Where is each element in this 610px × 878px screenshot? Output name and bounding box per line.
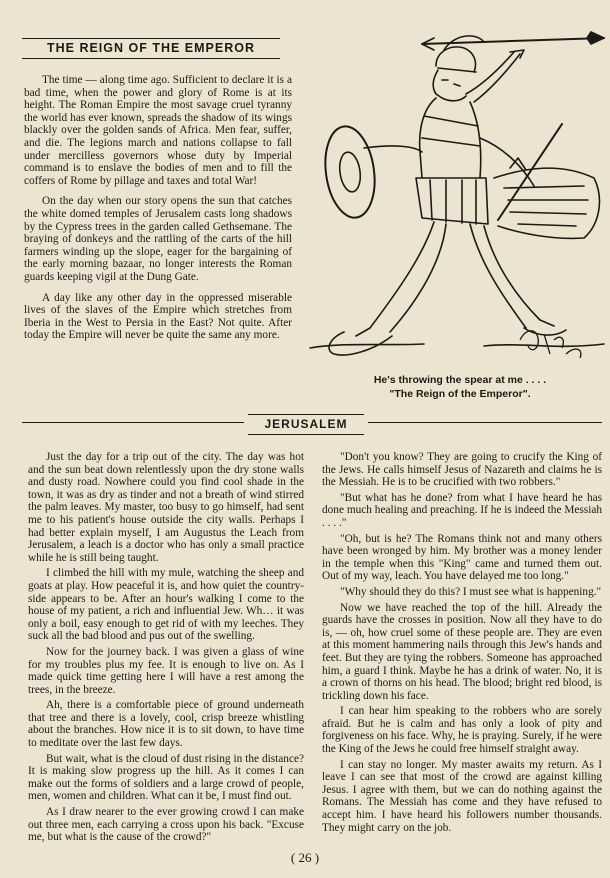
intro-paragraph: A day like any other day in the oppressed miserable lives of the slaves of the Empire which stretches from Iberia in the West to Persia in the East? Not quite. After today the Empire will never be quite the same any more. bbox=[24, 291, 292, 342]
article-title: THE REIGN OF THE EMPEROR bbox=[22, 38, 280, 59]
story-paragraph: Ah, there is a comfortable piece of ground underneath that tree and there is a lovely, cool, crisp breeze whistling about the branches. How nice it is to sit down, to have time to meditate over the last few days. bbox=[28, 699, 304, 750]
intro-paragraph: On the day when our story opens the sun that catches the white domed temples of Jerusalem casts long shadows by the Cypress trees in the garden called Gethsemane. The braying of donkeys and the rattling of the carts of the hill farmers winding up the slope, eager for the bargaining of the early morning bazaar, no longer interests the Roman guards keeping vigil at the Dung Gate. bbox=[24, 195, 292, 283]
story-paragraph: I can stay no longer. My master awaits my return. As I leave I can see that most of the crowd are against killing Jesus. I agree with them, but we can do nothing against the Romans. The Messiah has come and they have refused to accept him. I have heard his followers number thousands. They might carry on the job. bbox=[322, 758, 602, 834]
story-paragraph: "But what has he done? from what I have heard he has done much healing and preaching. If he is indeed the Messiah . . . ." bbox=[322, 491, 602, 529]
intro-text bbox=[24, 74, 292, 350]
illustration-caption-line2: "The Reign of the Emperor". bbox=[389, 388, 531, 400]
page-number: ( 26 ) bbox=[290, 850, 320, 865]
story-paragraph: "Oh, but is he? The Romans think not and many others have been wronged by him. My brother was a money lender in the temple when this "King" came and turned them out. Out of my way, leach. You have delayed me too long." bbox=[322, 532, 602, 583]
story-paragraph: Now for the journey back. I was given a glass of wine for my troubles plus my fee. It is enough to live on. As I made quick time getting here I will have a rest among the trees, in the breeze. bbox=[28, 645, 304, 696]
section-rule-right bbox=[368, 422, 602, 423]
story-column-right bbox=[322, 451, 602, 837]
story-paragraph: "Don't you know? They are going to crucify the King of the Jews. He calls himself Jesus of Nazareth and claims he is the Messiah. He is to be crucified with two robbers." bbox=[322, 451, 602, 489]
section-title: JERUSALEM bbox=[248, 414, 364, 435]
section-rule-left bbox=[22, 422, 244, 423]
story-paragraph: But wait, what is the cloud of dust rising in the distance? It is making slow progress up the hill. As it comes I can make out the forms of soldiers and a large crowd of people, men, women and children. What can it be, I must find out. bbox=[28, 752, 304, 803]
story-paragraph: As I draw nearer to the ever growing crowd I can make out three men, each carrying a cross upon his back. "Excuse me, but what is the cause of the crowd?" bbox=[28, 806, 304, 844]
intro-paragraph: The time — along time ago. Sufficient to declare it is a bad time, when the power and glory of Rome is at its height. The Roman Empire the most savage cruel tyranny the world has ever known, spreads the shadow of its wings blackly over the golden sands of Africa. Men fear, suffer, and die. The legions march and nations collapse to fall under mercilless governors whose duty by Imperial command is to enslave the bodies of men and to fill the coffers of Rome by pillage and taxes and total War! bbox=[24, 74, 292, 187]
story-paragraph: I can hear him speaking to the robbers who are sorely afraid. But he is calm and has only a look of pity and forgiveness on his face. Why, he is praying. Surely, if he were the King of the Jews he could free himself straight away. bbox=[322, 705, 602, 756]
story-paragraph: Now we have reached the top of the hill. Already the guards have the crosses in position. Now all they have to do is, — oh, how cruel some of these people are. They are even at this moment hammering nails through this Jew's hands and feet. But they are tying the robbers. Someone has approached him, a guard I think. Maybe he has a drink of water. No, it is a crown of thorns on his head. The blood; bright red blood, is trickling down his face. bbox=[322, 601, 602, 702]
story-paragraph: "Why should they do this? I must see what is happening." bbox=[340, 585, 602, 598]
story-paragraph: Just the day for a trip out of the city. The day was hot and the sun beat down relentlessly upon the dry stone walls and dusty road. Nowhere could you find cool shade in the town, it was as dry as tinder and not a breath of wind stirred the palm leaves. My master, too busy to go himself, had sent me to his patient's house outside the city walls. Perhaps I had better explain myself, I am Augustus the Leach from Jerusalem, a leach is a doctor who has only a small practice while he is still being taught. bbox=[28, 451, 304, 564]
roman-soldier-illustration bbox=[304, 28, 610, 380]
story-column-left bbox=[28, 451, 304, 847]
illustration-caption-line1: He's throwing the spear at me . . . . bbox=[373, 374, 547, 386]
story-paragraph: I climbed the hill with my mule, watching the sheep and goats at play. How peaceful it is, and how quiet the country-side appears to be. After an hour's walking I come to the house of my patient, a rich and influential Jew. Wh… it was only a boil, easy enough to get rid of with my leeches. They suck all the bad blood and pus out of the swelling. bbox=[28, 567, 304, 643]
